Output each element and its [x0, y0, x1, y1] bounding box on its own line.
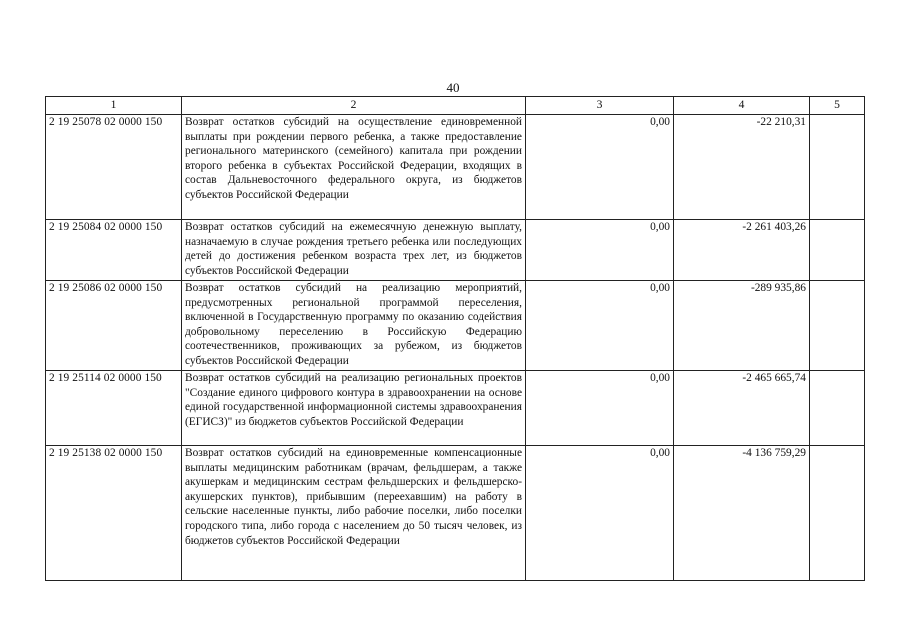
col5-value — [810, 220, 865, 281]
row-description: Возврат остатков субсидий на осуществление единовременной выплаты при рождении первого ребенка, а также предоставление регионального материнского (семейного) капитала при рождении второго ребенка в субъектах Российской Федерации, входящих в состав Дальневосточного федерального округа, из бюджетов субъектов Российской Федерации — [182, 115, 526, 220]
column-header-1: 1 — [46, 97, 182, 115]
col3-value: 0,00 — [526, 220, 674, 281]
col4-value: -289 935,86 — [674, 281, 810, 371]
col5-value — [810, 281, 865, 371]
col3-value: 0,00 — [526, 446, 674, 581]
budget-code: 2 19 25078 02 0000 150 — [46, 115, 182, 220]
row-description: Возврат остатков субсидий на реализацию региональных проектов "Создание единого цифрового контура в здравоохранении на основе единой государственной информационной системы здравоохранения (ЕГИСЗ)" из бюджетов субъектов Российской Федерации — [182, 371, 526, 446]
table-row — [46, 220, 865, 281]
budget-code: 2 19 25084 02 0000 150 — [46, 220, 182, 281]
col4-value: -2 465 665,74 — [674, 371, 810, 446]
col3-value: 0,00 — [526, 281, 674, 371]
col4-value: -4 136 759,29 — [674, 446, 810, 581]
budget-table — [45, 96, 865, 581]
row-description: Возврат остатков субсидий на единовременные компенсационные выплаты медицинским работникам (врачам, фельдшерам, а также акушеркам и медицинским сестрам фельдшерских и фельдшерско-акушерских пунктов), прибывшим (переехавшим) на работу в сельские населенные пункты, либо рабочие поселки, либо поселки городского типа, либо города с населением до 50 тысяч человек, из бюджетов субъектов Российской Федерации — [182, 446, 526, 581]
column-header-5: 5 — [810, 97, 865, 115]
column-header-3: 3 — [526, 97, 674, 115]
col5-value — [810, 115, 865, 220]
table-row — [46, 446, 865, 581]
col5-value — [810, 446, 865, 581]
budget-code: 2 19 25138 02 0000 150 — [46, 446, 182, 581]
table-row — [46, 115, 865, 220]
col4-value: -22 210,31 — [674, 115, 810, 220]
table-row — [46, 281, 865, 371]
row-description: Возврат остатков субсидий на реализацию мероприятий, предусмотренных региональной программой переселения, включенной в Государственную программу по оказанию содействия добровольному переселению в Российскую Федерацию соотечественников, проживающих за рубежом, из бюджетов субъектов Российской Федерации — [182, 281, 526, 371]
row-description: Возврат остатков субсидий на ежемесячную денежную выплату, назначаемую в случае рождения третьего ребенка или последующих детей до достижения ребенком возраста трех лет, из бюджетов субъектов Российской Федерации — [182, 220, 526, 281]
page-number: 40 — [446, 80, 460, 95]
col3-value: 0,00 — [526, 371, 674, 446]
header-row — [46, 97, 865, 115]
budget-code: 2 19 25114 02 0000 150 — [46, 371, 182, 446]
column-header-2: 2 — [182, 97, 526, 115]
col3-value: 0,00 — [526, 115, 674, 220]
budget-code: 2 19 25086 02 0000 150 — [46, 281, 182, 371]
col5-value — [810, 371, 865, 446]
col4-value: -2 261 403,26 — [674, 220, 810, 281]
column-header-4: 4 — [674, 97, 810, 115]
table-row — [46, 371, 865, 446]
